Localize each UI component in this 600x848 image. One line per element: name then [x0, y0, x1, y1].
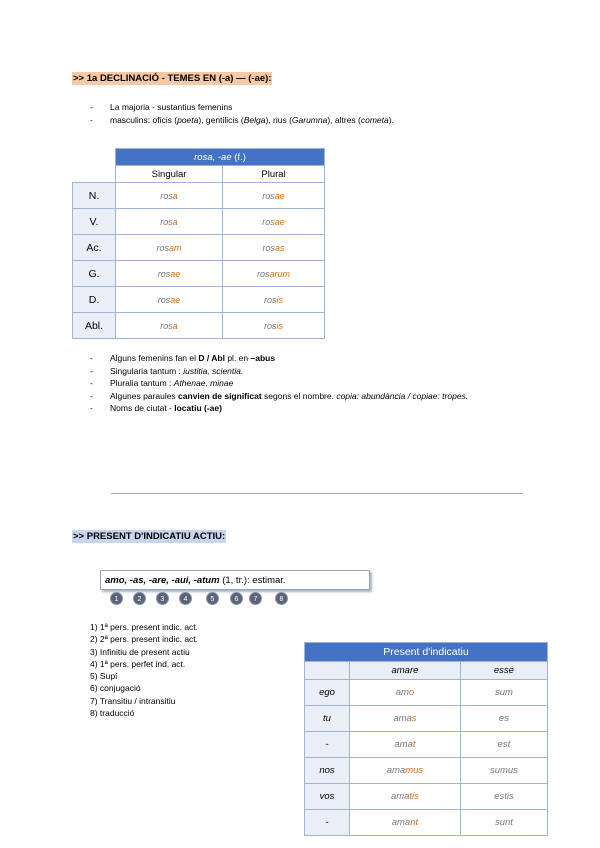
list-item: - La majoria - sustantius femenins — [90, 101, 550, 114]
case-label: Abl. — [73, 313, 116, 339]
table-row — [305, 784, 548, 810]
form-cell: amas — [350, 706, 461, 732]
col-header-singular: Singular — [116, 166, 223, 183]
marker-1: 1 — [110, 592, 123, 605]
list-item: - Noms de ciutat - locatiu (-ae) — [90, 402, 510, 415]
pronoun-label: - — [305, 810, 350, 836]
list-item: - masculins: oficis (poeta), gentilicis (Belga), rius (Garumna), altres (cometa). — [90, 114, 550, 127]
table-row — [73, 183, 325, 209]
form-cell: rosam — [116, 235, 223, 261]
col-header-plural: Plural — [223, 166, 325, 183]
list-item: - Pluralia tantum : Athenae, minae — [90, 377, 510, 390]
form-cell: amo — [350, 680, 461, 706]
form-cell: amant — [350, 810, 461, 836]
case-label: V. — [73, 209, 116, 235]
table-row — [73, 261, 325, 287]
legend-item: 8) traducció — [90, 708, 135, 719]
table-row — [305, 680, 548, 706]
principal-parts-legend — [90, 621, 198, 719]
marker-8: 8 — [275, 592, 288, 605]
form-cell: estis — [460, 784, 547, 810]
form-cell: sumus — [460, 758, 547, 784]
form-cell: es — [460, 706, 547, 732]
legend-item: 6) conjugació — [90, 683, 141, 694]
col-header-amare: amare — [350, 662, 461, 680]
section-divider — [111, 493, 523, 494]
case-label: Ac. — [73, 235, 116, 261]
pronoun-label: - — [305, 732, 350, 758]
table-row — [73, 209, 325, 235]
declension-table-title: rosa, -ae (f.) — [116, 149, 325, 166]
present-indicative-table — [304, 642, 548, 836]
table-row — [73, 313, 325, 339]
verb-principal-parts-box: amo, -as, -are, -aui, -atum (1, tr.): estimar. — [100, 570, 370, 590]
form-cell: amamus — [350, 758, 461, 784]
form-cell: rosis — [223, 287, 325, 313]
section-heading-present-indicative: >> PRESENT D'INDICATIU ACTIU: — [73, 531, 226, 542]
declension-bullet-list — [90, 101, 550, 126]
legend-item: 5) Supí — [90, 671, 118, 682]
form-cell: amat — [350, 732, 461, 758]
form-cell: est — [460, 732, 547, 758]
case-label: D. — [73, 287, 116, 313]
marker-2: 2 — [133, 592, 146, 605]
list-item: - Algunes paraules canvien de significat segons el nombre. copia: abundància / copiae: tropes. — [90, 390, 510, 403]
declension-table — [72, 148, 325, 339]
marker-4: 4 — [179, 592, 192, 605]
case-label: N. — [73, 183, 116, 209]
form-cell: rosa — [116, 313, 223, 339]
form-cell: rosa — [116, 183, 223, 209]
form-cell: rosis — [223, 313, 325, 339]
pronoun-label: vos — [305, 784, 350, 810]
pronoun-label: nos — [305, 758, 350, 784]
form-cell: rosae — [116, 287, 223, 313]
present-table-title: Present d'indicatiu — [305, 643, 548, 662]
list-item: - Singularia tantum : iustitia, scientia. — [90, 365, 510, 378]
list-item: - Alguns femenins fan el D / Abl pl. en –abus — [90, 352, 510, 365]
form-cell: rosae — [223, 183, 325, 209]
form-cell: rosae — [223, 209, 325, 235]
marker-3: 3 — [156, 592, 169, 605]
legend-item: 7) Transitiu / intransitiu — [90, 695, 176, 706]
form-cell: amatis — [350, 784, 461, 810]
table-row — [305, 758, 548, 784]
case-label: G. — [73, 261, 116, 287]
form-cell: rosas — [223, 235, 325, 261]
form-cell: rosae — [116, 261, 223, 287]
table-row — [305, 732, 548, 758]
table-row — [305, 810, 548, 836]
marker-5: 5 — [206, 592, 219, 605]
form-cell: rosarum — [223, 261, 325, 287]
legend-item: 3) Infinitiu de present actiu — [90, 646, 190, 657]
table-row — [73, 287, 325, 313]
table-row — [73, 235, 325, 261]
table-row — [305, 706, 548, 732]
legend-item: 1) 1ª pers. present indic. act. — [90, 622, 199, 632]
legend-item: 2) 2ª pers. present indic. act. — [90, 634, 199, 645]
notes-list — [90, 352, 510, 415]
form-cell: sunt — [460, 810, 547, 836]
pronoun-label: tu — [305, 706, 350, 732]
pronoun-label: ego — [305, 680, 350, 706]
col-header-esse: esse — [460, 662, 547, 680]
marker-6: 6 — [230, 592, 243, 605]
form-cell: sum — [460, 680, 547, 706]
marker-7: 7 — [249, 592, 262, 605]
section-heading-first-declension: >> 1a DECLINACIÓ - TEMES EN (-a) — (-ae): — [73, 73, 272, 84]
form-cell: rosa — [116, 209, 223, 235]
legend-item: 4) 1ª pers. perfet ind. act. — [90, 658, 186, 669]
